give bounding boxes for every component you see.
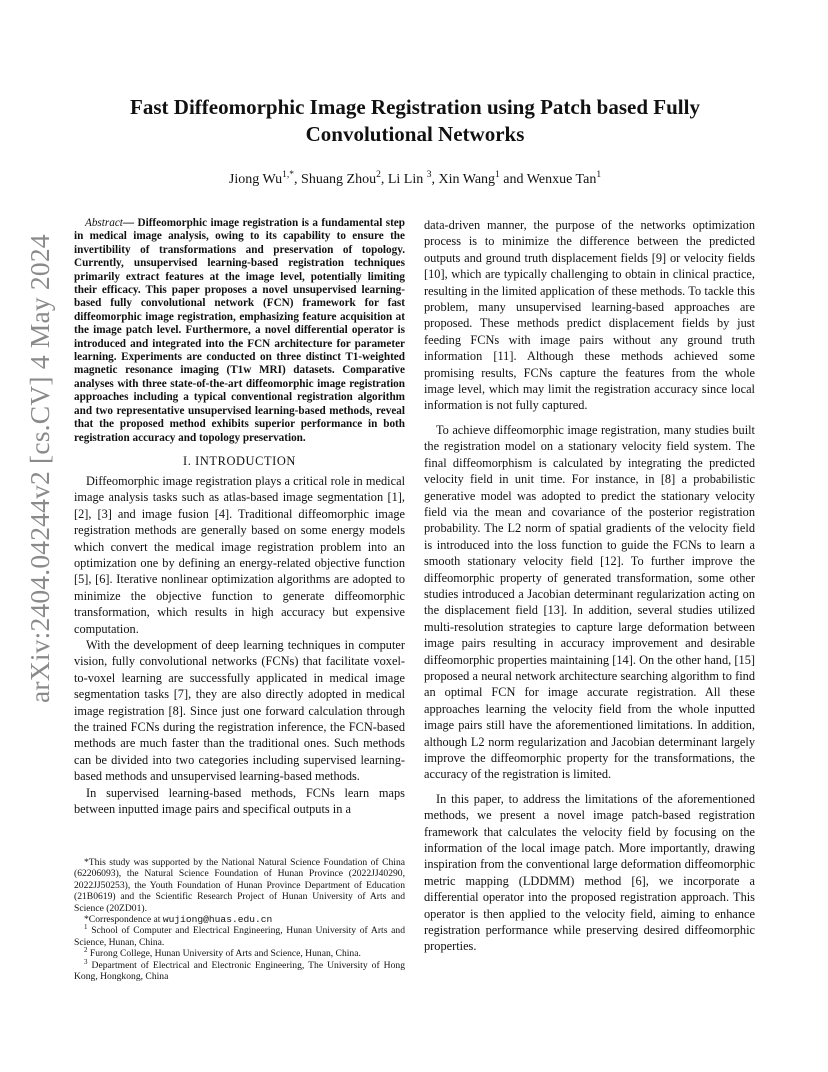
- funding-footnote: *This study was supported by the National Natural Science Foundation of China (62206093), the Natural Science Foundation of Hunan Province (2022JJ40290, 2022JJ50253), the Youth Foundation of Hunan Province Department of Education (21B0619) and the Scientific Research Project of Hunan University of Arts and Science (20ZD01).: [74, 857, 405, 914]
- author: Jiong $Wu^{1,*}$,: [228, 170, 302, 187]
- arxiv-identifier-stamp: arXiv:2404.04244v2 [cs.CV] 4 May 2024: [24, 234, 55, 703]
- intro-paragraph: In this paper, to address the limitations of the aforementioned methods, we present a novel image patch-based registration framework that calculates the velocity field by focusing on the information of the local image patch. More importantly, drawing inspiration from the conventional large deformation diffeomorphic metric mapping (LDDMM) method [6], we incorporate a differential operator into the proposed registration approach. This operator is then applied to the velocity field, aiming to enhance registration performance while preserving desired diffeomorphic properties.: [424, 791, 755, 954]
- section-heading-introduction: I. INTRODUCTION: [183, 453, 296, 468]
- abstract-label: Abstract: [85, 217, 123, 229]
- intro-paragraph: Diffeomorphic image registration plays a critical role in medical image analysis tasks such as atlas-based image segmentation [1], [2], [3] and image fusion [4]. Traditional diffeomorphic image registration methods are generally based on some energy models which convert the medical image registration problem into an optimization one by defining an energy-related objective function [5], [6]. Iterative nonlinear optimization algorithms are adopted to minimize the objective function to generate diffeomorphic transformation, which results in high accuracy but expensive computation.: [74, 473, 405, 636]
- abstract-text: — Diffeomorphic image registration is a fundamental step in medical image analysis, owing to its capability to ensure the invertibility of transformations and preservation of topology. Currently, unsupervised learning-based registration techniques primarily extract features at the image level, potentially limiting their efficacy. This paper proposes a novel unsupervised learning-based fully convolutional network (FCN) framework for fast diffeomorphic image registration, emphasizing feature acquisition at the image patch level. Furthermore, a novel differential operator is introduced and integrated into the FCN architecture for parameter learning. Experiments are conducted on three distinct T1-weighted magnetic resonance imaging (T1w MRI) datasets. Comparative analyses with three state-of-the-art diffeomorphic image registration approaches including a typical conventional registration algorithm and two representative unsupervised learning-based methods, reveal that the proposed method exhibits superior performance in both registration accuracy and topology preservation.: [74, 217, 405, 444]
- affiliation-footnote: $^2$ Furong College, Hunan University of Arts and Science, Hunan, China.: [84, 946, 361, 960]
- intro-paragraph: In supervised learning-based methods, FCNs learn maps between inputted image pairs and specifical outputs in a: [74, 785, 405, 817]
- abstract: [74, 217, 405, 445]
- author: Xin Wang$^1$ and: [438, 170, 527, 187]
- left-column: [74, 217, 405, 817]
- intro-paragraph: With the development of deep learning techniques in computer vision, fully convolutional networks (FCNs) that facilitate voxel-to-voxel learning are successfully applicated in medical image segmentation tasks [7], they are also directly adopted in medical image registration [8]. Since just one forward calculation through the trained FCNs during the registration inference, the FCN-based methods are much faster than the traditional ones. Such methods can be divided into two categories including supervised learning-based methods and unsupervised learning-based methods.: [74, 637, 405, 784]
- paper-title: Fast Diffeomorphic Image Registration using Patch based Fully Convolutional Networks: [130, 95, 700, 146]
- affiliation-footnote: $^1$ School of Computer and Electrical Engineering, Hunan University of Arts and Science, Hunan, China.: [74, 923, 405, 948]
- author: Wenxue Tan$^1$: [526, 170, 602, 187]
- correspondence-email: wujiong@huas.edu.cn: [162, 914, 273, 926]
- footnotes: [74, 857, 405, 982]
- correspondence-footnote: *Correspondence at wujiong@huas.edu.cn: [84, 914, 273, 926]
- author: Li Lin $^3$,: [387, 170, 439, 187]
- affiliation-footnote: $^3$ Department of Electrical and Electronic Engineering, The University of Hong Kong, Hongkong, China: [74, 957, 405, 983]
- author-list: [95, 171, 735, 189]
- author: Shuang Zhou$^2$,: [301, 170, 388, 187]
- intro-paragraph: To achieve diffeomorphic image registration, many studies built the registration model on a stationary velocity field system. The final diffeomorphism is calculated by integrating the predicted velocity field in unit time. For instance, in [8] a probabilistic generative model was adopted to predict the stationary velocity field via the mean and covariance of the posterior registration probability. The L2 norm of spatial gradients of the velocity field is introduced into the loss function to guide the FCNs to learn a smooth stationary velocity field [12]. To further improve the diffeomorphic property of generated transformation, some other studies introduced a Jacobian determinant regularization acting on the displacement field [13]. In addition, several studies utilized multi-resolution strategies to capture large deformation between image pairs resulting in accuracy improvement and desirable diffeomorphic properties maintaining [14]. On the other hand, [15] proposed a neural network architecture searching algorithm to find an optimal FCN for image accurate registration. All these approaches learning the velocity field from the whole inputted image pairs still have the aforementioned limitations. In addition, although L2 norm regularization and Jacobian determinant largely improve the diffeomorphic property for the transformations, the accuracy of the registration is limited.: [424, 422, 755, 782]
- right-column: [424, 217, 755, 955]
- intro-paragraph: data-driven manner, the purpose of the networks optimization process is to minimize the difference between the predicted outputs and ground truth displacement fields [9] or velocity fields [10], which are typically challenging to obtain in clinical practice, resulting in the limited application of these methods. To tackle this problem, many unsupervised learning-based approaches are proposed. These methods predict displacement fields by just feeding FCNs with image pairs without any ground truth information [11]. Although these methods achieved some promising results, FCNs capture the features from the whole image level, which may limit the registration accuracy since local information is not fully captured.: [424, 218, 755, 413]
